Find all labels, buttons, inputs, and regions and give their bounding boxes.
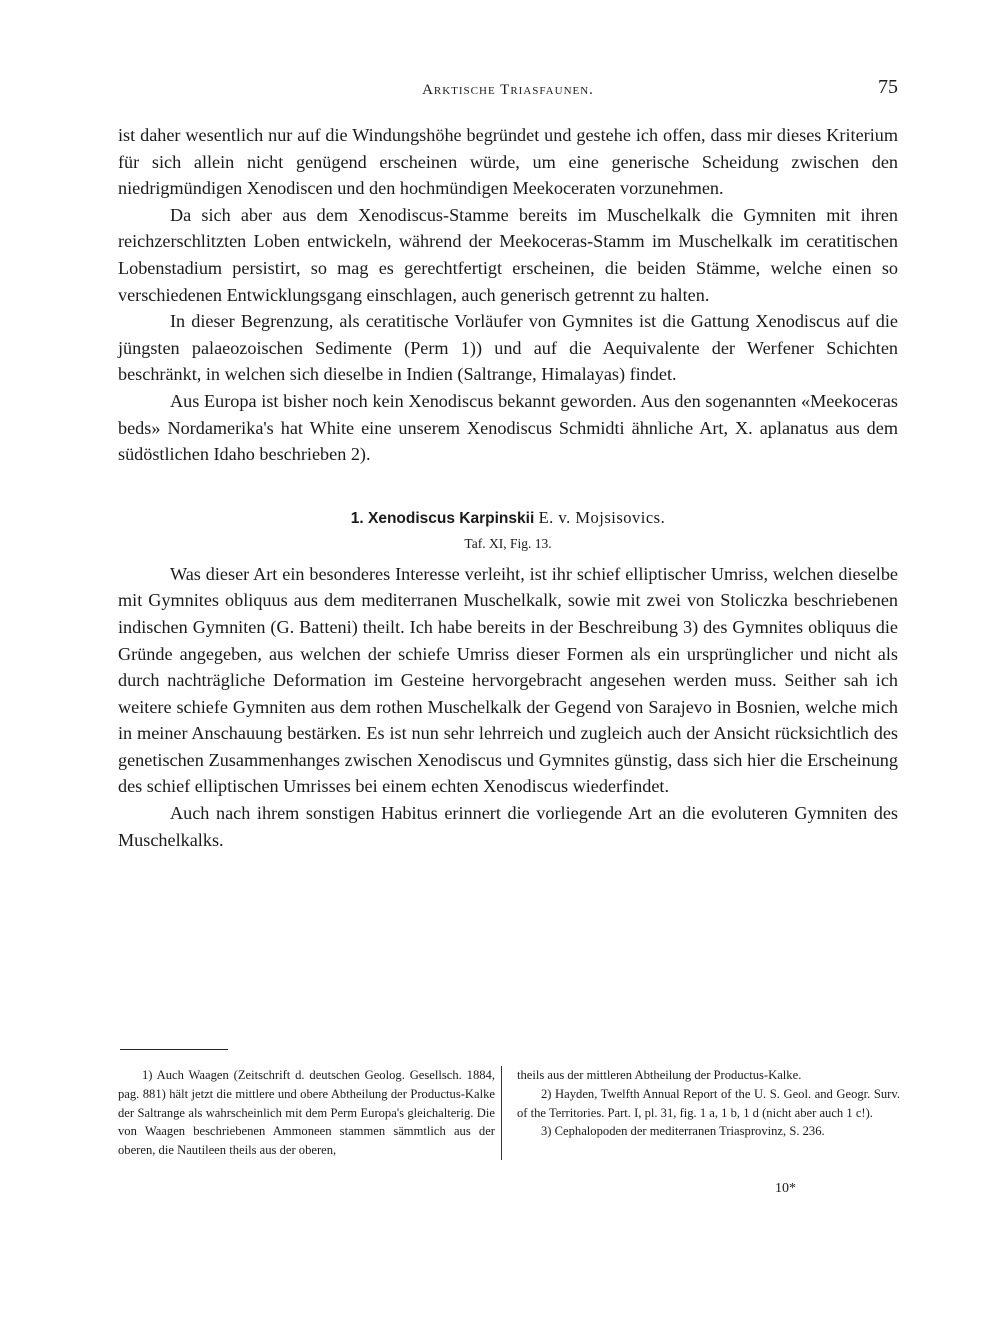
paragraph: In dieser Begrenzung, als ceratitische Vorläufer von Gymnites ist die Gattung Xenodiscus auf die jüngsten palaeozoischen Sedimente (Perm 1)) und auf die Aequivalente der Werfener Schichten beschränkt, in welchen sich dieselbe in Indien (Saltrange, Himalayas) findet.: [118, 311, 898, 385]
species-heading: [118, 506, 898, 531]
footnote-2: 2) Hayden, Twelfth Annual Report of the U. S. Geol. and Geogr. Surv. of the Territories. Part. I, pl. 31, fig. 1 a, 1 b, 1 d (nicht aber auch 1 c!).: [517, 1086, 900, 1120]
paragraph: Was dieser Art ein besonderes Interesse verleiht, ist ihr schief elliptischer Umriss, welchen dieselbe mit Gymnites obliquus aus dem mediterranen Muschelkalk, sowie mit zwei von Stoliczka beschriebenen indischen Gymniten (G. Batteni) theilt. Ich habe bereits in der Beschreibung 3) des Gymnites obliquus die Gründe angegeben, aus welchen der schiefe Umriss dieser Formen als ein ursprünglicher und nicht als durch nachträgliche Deformation im Gesteine hervorgebracht angesehen werden muss. Seither sah ich weitere schiefe Gymniten aus dem rothen Muschelkalk der Gegend von Sarajevo in Bosnien, welche mich in meiner Anschauung bestärken. Es ist nun sehr lehrreich und zugleich auch der Ansicht rücksichtlich des genetischen Zusammenhanges zwischen Xenodiscus und Gymnites günstig, dass sich hier die Erscheinung des schief elliptischen Umrisses bei einem echten Xenodiscus wiederfindet.: [118, 563, 898, 797]
paragraph: Da sich aber aus dem Xenodiscus-Stamme bereits im Muschelkalk die Gymniten mit ihren reichzerschlitzten Loben entwickeln, während der Meekoceras-Stamm im Muschelkalk im ceratitischen Lobenstadium persistirt, so mag es gerechtfertigt erscheinen, die beiden Stämme, welche einen so verschiedenen Entwicklungsgang einschlagen, auch generisch getrennt zu halten.: [118, 204, 898, 305]
paragraph: ist daher wesentlich nur auf die Windungshöhe begründet und gestehe ich offen, dass mir dieses Kriterium für sich allein nicht genügend erscheinen würde, um eine generische Scheidung zwischen den niedrigmündigen Xenodiscen und den hochmündigen Meekoceraten vorzunehmen.: [118, 125, 898, 199]
sheet-signature: 10*: [775, 1181, 796, 1196]
running-head: Arktische Triasfaunen.: [422, 82, 594, 98]
footnote-1-continued: theils aus der mittleren Abtheilung der Productus-Kalke.: [517, 1068, 802, 1082]
species-section-heading: [118, 506, 898, 555]
footnote-1: 1) Auch Waagen (Zeitschrift d. deutschen Geolog. Gesellsch. 1884, pag. 881) hält jetzt die mittlere und obere Abtheilung der Productus-Kalke der Saltrange als wahrscheinlich mit dem Perm Europa's gleichalterig. Die von Waagen beschriebenen Ammoneen stammen sämmtlich aus der oberen, die Nautileen theils aus der oberen,: [118, 1068, 495, 1158]
body-text: [118, 122, 898, 853]
species-name: 1. Xenodiscus Karpinskii: [350, 509, 535, 527]
footnote-rule: [120, 1049, 228, 1050]
paragraph: Auch nach ihrem sonstigen Habitus erinnert die vorliegende Art an die evoluteren Gymniten des Muschelkalks.: [118, 803, 898, 850]
plate-reference: Taf. XI, Fig. 13.: [464, 535, 552, 551]
footnote-column-left: [118, 1066, 502, 1160]
footnotes: [118, 1066, 900, 1160]
page-number: 75: [878, 76, 898, 98]
footnote-3: 3) Cephalopoden der mediterranen Triasprovinz, S. 236.: [541, 1124, 825, 1139]
species-author: E. v. Mojsisovics.: [538, 507, 666, 527]
paragraph: Aus Europa ist bisher noch kein Xenodiscus bekannt geworden. Aus den sogenannten «Meekoceras beds» Nordamerika's hat White eine unserem Xenodiscus Schmidti ähnliche Art, X. aplanatus aus dem südöstlichen Idaho beschrieben 2).: [118, 390, 898, 465]
footnote-column-right: [517, 1066, 900, 1160]
page-header: [118, 76, 898, 106]
